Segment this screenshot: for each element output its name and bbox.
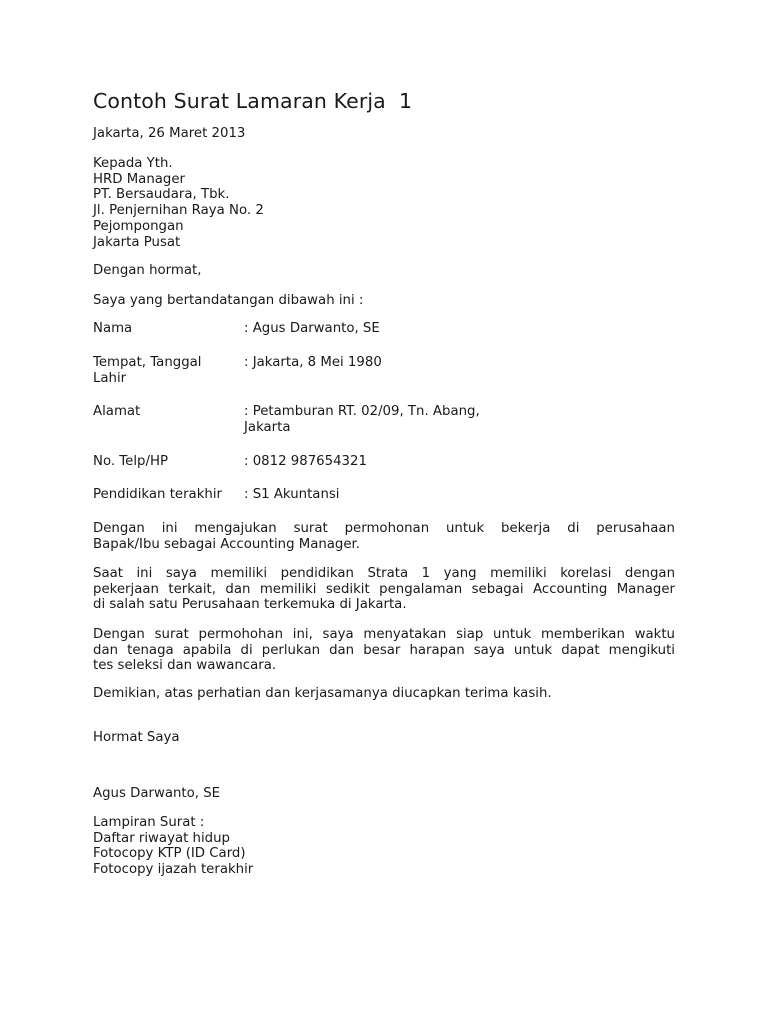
closing-remark: Demikian, atas perhatian dan kerjasamanya diucapkan terima kasih.	[93, 686, 552, 701]
attachments-list	[93, 815, 253, 878]
attachment-item: Fotocopy ijazah terakhir	[93, 862, 254, 878]
field-value	[244, 404, 544, 435]
recipient-line: Jakarta Pusat	[93, 234, 181, 250]
closing-salutation: Hormat Saya	[93, 730, 180, 745]
greeting: Dengan hormat,	[93, 263, 202, 278]
field-value: : S1 Akuntansi	[244, 487, 340, 502]
recipient-line: Jl. Penjernihan Raya No. 2	[93, 203, 264, 219]
paragraph-line: pekerjaan terkait, dan memiliki sedikit pengalaman sebagai Accounting Manager	[93, 581, 675, 597]
paragraph-line: Dengan ini mengajukan surat permohonan untuk bekerja di perusahaan	[93, 521, 675, 536]
field-row-pendidikan	[93, 487, 675, 507]
body-paragraph	[93, 521, 675, 552]
field-label: Alamat	[93, 404, 141, 419]
field-value-line: Jakarta	[244, 419, 291, 435]
recipient-line: PT. Bersaudara, Tbk.	[93, 187, 230, 203]
signature-name: Agus Darwanto, SE	[93, 786, 221, 801]
attachment-item: Daftar riwayat hidup	[93, 830, 230, 846]
field-label: Nama	[93, 321, 133, 336]
paragraph-line: Saat ini saya memiliki pendidikan Strata 1 yang memiliki korelasi dengan	[93, 566, 675, 581]
recipient-line: HRD Manager	[93, 171, 185, 187]
field-label: No. Telp/HP	[93, 454, 168, 469]
body-paragraph	[93, 627, 675, 674]
recipient-address	[93, 156, 264, 250]
field-row-telp	[93, 454, 675, 474]
field-value: : Agus Darwanto, SE	[244, 321, 380, 336]
document-title: Contoh Surat Lamaran Kerja 1	[93, 89, 413, 113]
field-value-line: : Petamburan RT. 02/09, Tn. Abang,	[244, 404, 480, 419]
field-row-tempat-tanggal-lahir	[93, 355, 675, 389]
field-row-nama	[93, 321, 675, 341]
field-label: Tempat, Tanggal Lahir	[93, 355, 202, 386]
attachments-heading: Lampiran Surat :	[93, 815, 205, 830]
letter-date: Jakarta, 26 Maret 2013	[93, 126, 246, 141]
paragraph-line: Dengan surat permohohan ini, saya menyatakan siap untuk memberikan waktu	[93, 627, 675, 642]
field-row-alamat	[93, 404, 675, 438]
paragraph-line: di salah satu Perusahaan terkemuka di Jakarta.	[93, 597, 407, 613]
paragraph-line: Bapak/Ibu sebagai Accounting Manager.	[93, 536, 361, 552]
paragraph-line: dan tenaga apabila di perlukan dan besar harapan saya untuk dapat mengikuti	[93, 642, 675, 658]
field-value: : Jakarta, 8 Mei 1980	[244, 355, 382, 370]
paragraph-line: tes seleksi dan wawancara.	[93, 658, 277, 674]
intro-line: Saya yang bertandatangan dibawah ini :	[93, 293, 364, 308]
recipient-line: Pejompongan	[93, 218, 184, 234]
recipient-line: Kepada Yth.	[93, 156, 173, 171]
body-paragraph	[93, 566, 675, 613]
field-value: : 0812 987654321	[244, 454, 367, 469]
field-label: Pendidikan terakhir	[93, 487, 222, 502]
attachment-item: Fotocopy KTP (ID Card)	[93, 846, 246, 862]
